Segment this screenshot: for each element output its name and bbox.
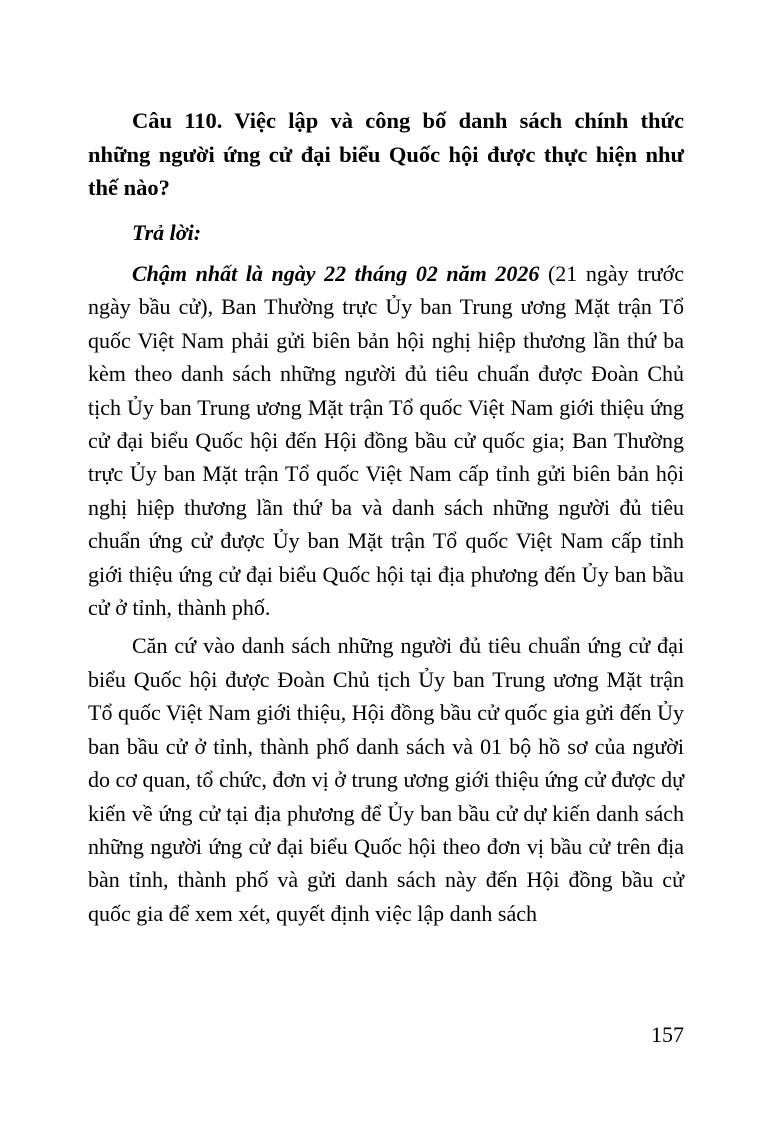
text-block [88,104,684,935]
paragraph-2 [88,629,684,930]
paragraph-1-text: (21 ngày trước ngày bầu cử), Ban Thường trực Ủy ban Trung ương Mặt trận Tổ quốc Việt Nam phải gửi biên bản hội nghị hiệp thương lần thứ ba kèm theo danh sách những người đủ tiêu chuẩn được Đoàn Chủ tịch Ủy ban Trung ương Mặt trận Tổ quốc Việt Nam giới thiệu ứng cử đại biểu Quốc hội đến Hội đồng bầu cử quốc gia; Ban Thường trực Ủy ban Mặt trận Tổ quốc Việt Nam cấp tỉnh gửi biên bản hội nghị hiệp thương lần thứ ba và danh sách những người đủ tiêu chuẩn ứng cử được Ủy ban Mặt trận Tổ quốc Việt Nam cấp tỉnh giới thiệu ứng cử đại biểu Quốc hội tại địa phương đến Ủy ban bầu cử ở tỉnh, thành phố. [88,261,684,621]
page-number: 157 [651,1022,684,1047]
paragraph-2-text: Căn cứ vào danh sách những người đủ tiêu chuẩn ứng cử đại biểu Quốc hội được Đoàn Chủ tịch Ủy ban Trung ương Mặt trận Tổ quốc Việt Nam giới thiệu, Hội đồng bầu cử quốc gia gửi đến Ủy ban bầu cử ở tỉnh, thành phố danh sách và 01 bộ hồ sơ của người do cơ quan, tổ chức, đơn vị ở trung ương giới thiệu ứng cử được dự kiến về ứng cử tại địa phương để Ủy ban bầu cử dự kiến danh sách những người ứng cử đại biểu Quốc hội theo đơn vị bầu cử trên địa bàn tỉnh, thành phố và gửi danh sách này đến Hội đồng bầu cử quốc gia để xem xét, quyết định việc lập danh sách [88,633,684,926]
paragraph-1 [88,257,684,624]
answer-label: Trả lời: [132,219,202,245]
question-heading: Câu 110. Việc lập và công bố danh sách chính thức những người ứng cử đại biểu Quốc hội được thực hiện như thế nào? [88,108,684,200]
paragraph-1-lead: Chậm nhất là ngày 22 tháng 02 năm 2026 [132,261,540,286]
